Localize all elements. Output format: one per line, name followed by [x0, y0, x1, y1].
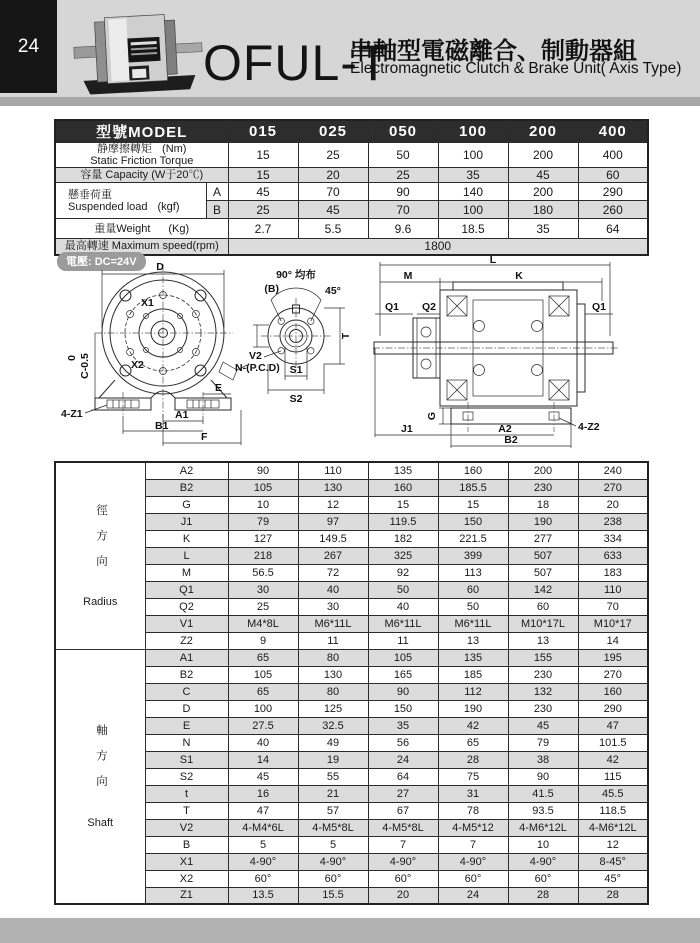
value-cell: 28	[578, 887, 648, 904]
value-cell: 70	[368, 201, 438, 219]
value-cell: 9	[228, 632, 298, 649]
value-cell: 12	[578, 836, 648, 853]
value-cell: 7	[368, 836, 438, 853]
value-cell: 110	[298, 462, 368, 479]
section-label	[56, 724, 145, 829]
value-cell: 4-M6*12L	[508, 819, 578, 836]
value-cell: 15	[438, 496, 508, 513]
title-chinese: 串軸型電磁離合、制動器組	[349, 38, 637, 65]
dim-label-pcd: N-(P.C.D)	[235, 362, 280, 374]
value-cell: 35	[508, 219, 578, 239]
spec-row-label	[55, 219, 228, 239]
value-cell: 150	[438, 513, 508, 530]
value-cell: 190	[508, 513, 578, 530]
value-cell: 92	[368, 564, 438, 581]
value-cell: 633	[578, 547, 648, 564]
param-cell: B2	[145, 666, 228, 683]
value-cell: 60°	[508, 870, 578, 887]
param-cell: L	[145, 547, 228, 564]
footer-band	[0, 918, 700, 943]
value-cell: 100	[438, 143, 508, 168]
spec-row-label	[55, 143, 228, 168]
value-cell: 7	[438, 836, 508, 853]
value-cell: 90	[368, 183, 438, 201]
dim-label-v2: V2	[249, 350, 262, 362]
value-cell: 400	[578, 143, 648, 168]
dim-label-spacing: 90° 均布	[276, 269, 316, 281]
section-label-en: Shaft	[87, 816, 114, 829]
value-cell: 65	[228, 683, 298, 700]
value-cell: 50	[368, 581, 438, 598]
section-label-zh: 徑方向	[95, 503, 107, 580]
value-cell: 20	[578, 496, 648, 513]
value-cell: 45	[298, 201, 368, 219]
value-cell: 45°	[578, 870, 648, 887]
value-cell: 135	[368, 462, 438, 479]
dim-label-45deg: 45°	[325, 285, 341, 297]
value-cell: M10*17	[578, 615, 648, 632]
value-cell: 185	[438, 666, 508, 683]
value-cell: 4-90°	[438, 853, 508, 870]
value-cell: 230	[508, 700, 578, 717]
value-cell: 142	[508, 581, 578, 598]
value-cell: 42	[438, 717, 508, 734]
value-cell: 40	[368, 598, 438, 615]
value-cell: 149.5	[298, 530, 368, 547]
param-cell: Z2	[145, 632, 228, 649]
spec-row-label	[55, 183, 206, 219]
value-cell: 290	[578, 700, 648, 717]
value-cell: 150	[368, 700, 438, 717]
value-cell: 93.5	[508, 802, 578, 819]
value-cell: 30	[298, 598, 368, 615]
dim-label-d: D	[156, 261, 164, 273]
value-cell: 64	[368, 768, 438, 785]
value-cell: 399	[438, 547, 508, 564]
value-cell: 325	[368, 547, 438, 564]
spec-header-label: 型號MODEL	[55, 120, 228, 143]
section-label-en: Radius	[83, 596, 118, 608]
spec-model-header: 100	[438, 120, 508, 143]
value-cell: 110	[578, 581, 648, 598]
value-cell: 16	[228, 785, 298, 802]
value-cell: 507	[508, 564, 578, 581]
value-cell: 12	[298, 496, 368, 513]
value-cell: 27.5	[228, 717, 298, 734]
value-cell: 65	[228, 649, 298, 666]
value-cell: 25	[298, 143, 368, 168]
section-label-zh: 軸方向	[95, 724, 107, 801]
param-cell: Q2	[145, 598, 228, 615]
dim-label-l: L	[489, 256, 497, 266]
param-cell: X1	[145, 853, 228, 870]
value-cell: 5	[298, 836, 368, 853]
value-cell: 50	[438, 598, 508, 615]
value-cell: 5.5	[298, 219, 368, 239]
value-cell: M6*11L	[368, 615, 438, 632]
value-cell: 4-90°	[228, 853, 298, 870]
param-cell: S2	[145, 768, 228, 785]
spec-model-header: 015	[228, 120, 298, 143]
value-cell: 42	[578, 751, 648, 768]
value-cell: 79	[228, 513, 298, 530]
dim-label-m: M	[403, 270, 413, 282]
value-cell: 79	[508, 734, 578, 751]
sub-key-cell: B	[206, 201, 228, 219]
value-cell: 40	[298, 581, 368, 598]
spec-model-header: 050	[368, 120, 438, 143]
param-cell: E	[145, 717, 228, 734]
value-cell: 41.5	[508, 785, 578, 802]
dimension-table	[54, 461, 649, 905]
value-cell: 57	[298, 802, 368, 819]
value-cell: 38	[508, 751, 578, 768]
value-cell: 13	[508, 632, 578, 649]
param-cell: K	[145, 530, 228, 547]
value-cell: 45.5	[578, 785, 648, 802]
value-cell: 101.5	[578, 734, 648, 751]
value-cell: 260	[578, 201, 648, 219]
section-label-cell	[55, 649, 145, 904]
value-cell: 238	[578, 513, 648, 530]
value-cell: M6*11L	[298, 615, 368, 632]
value-cell: 100	[438, 201, 508, 219]
value-cell: 105	[228, 479, 298, 496]
value-cell: 11	[298, 632, 368, 649]
value-cell: 47	[578, 717, 648, 734]
value-cell: 11	[368, 632, 438, 649]
label-unit: (kgf)	[157, 200, 180, 213]
value-cell: 4-M5*8L	[368, 819, 438, 836]
value-cell: 183	[578, 564, 648, 581]
param-cell: N	[145, 734, 228, 751]
label-unit: (Kg)	[168, 222, 190, 235]
value-cell: 75	[438, 768, 508, 785]
value-cell: 35	[438, 168, 508, 183]
value-cell: 200	[508, 143, 578, 168]
value-cell: 4-M4*6L	[228, 819, 298, 836]
label-en: Suspended load	[68, 200, 148, 213]
param-cell: V2	[145, 819, 228, 836]
value-cell: 78	[438, 802, 508, 819]
value-cell: 80	[298, 683, 368, 700]
param-cell: D	[145, 700, 228, 717]
spec-row-label: 容量 Capacity (W于20℃)	[55, 168, 228, 183]
param-cell: B2	[145, 479, 228, 496]
value-cell: 45	[508, 717, 578, 734]
value-cell: 56.5	[228, 564, 298, 581]
product-photo-image	[68, 1, 208, 100]
value-cell: 160	[578, 683, 648, 700]
param-cell: M	[145, 564, 228, 581]
dim-label-s1: S1	[289, 364, 303, 376]
value-cell: 50	[368, 143, 438, 168]
param-cell: A2	[145, 462, 228, 479]
value-cell: 10	[508, 836, 578, 853]
value-cell: 60°	[298, 870, 368, 887]
value-cell: 60	[438, 581, 508, 598]
dim-label-b2: B2	[504, 434, 518, 446]
value-cell: 165	[368, 666, 438, 683]
dim-label-q2: Q2	[421, 301, 437, 313]
value-cell: 4-90°	[508, 853, 578, 870]
value-cell: 72	[298, 564, 368, 581]
dim-label-t: T	[340, 332, 352, 340]
value-cell: M4*8L	[228, 615, 298, 632]
value-cell: 31	[438, 785, 508, 802]
value-cell: 4-90°	[298, 853, 368, 870]
dim-label-k: K	[515, 270, 523, 282]
value-cell: 15.5	[298, 887, 368, 904]
value-cell: 24	[368, 751, 438, 768]
value-cell: 45	[228, 768, 298, 785]
value-cell: 18.5	[438, 219, 508, 239]
value-cell: 2.7	[228, 219, 298, 239]
value-cell: 49	[298, 734, 368, 751]
param-cell: Z1	[145, 887, 228, 904]
dim-label-f: F	[201, 431, 208, 443]
value-cell: 290	[578, 183, 648, 201]
value-cell: 18	[508, 496, 578, 513]
value-cell: 200	[508, 462, 578, 479]
dim-label-g: G	[426, 411, 438, 421]
dim-label-s2: S2	[289, 393, 303, 405]
spec-model-header: 025	[298, 120, 368, 143]
value-cell: 25	[368, 168, 438, 183]
value-cell: 14	[228, 751, 298, 768]
value-cell: 15	[228, 168, 298, 183]
value-cell: 60°	[438, 870, 508, 887]
page-number-box	[0, 0, 57, 93]
value-cell: 20	[298, 168, 368, 183]
value-cell: 14	[578, 632, 648, 649]
header-divider	[0, 97, 700, 106]
value-cell: 140	[438, 183, 508, 201]
value-cell: 28	[438, 751, 508, 768]
param-cell: B	[145, 836, 228, 853]
value-cell: 115	[578, 768, 648, 785]
table-row	[55, 462, 648, 479]
table-row	[55, 649, 648, 666]
value-cell: 155	[508, 649, 578, 666]
value-cell: 20	[368, 887, 438, 904]
dim-label-e: E	[215, 382, 223, 394]
value-cell: 240	[578, 462, 648, 479]
param-cell: Q1	[145, 581, 228, 598]
dim-label-j1: J1	[401, 423, 413, 435]
value-cell: 45	[228, 183, 298, 201]
value-cell: 60°	[368, 870, 438, 887]
label-zh: 懸垂荷重	[68, 188, 112, 201]
value-cell: 185.5	[438, 479, 508, 496]
value-cell: 160	[438, 462, 508, 479]
value-cell: 118.5	[578, 802, 648, 819]
value-cell: 130	[298, 666, 368, 683]
value-cell: 267	[298, 547, 368, 564]
value-cell: 119.5	[368, 513, 438, 530]
spec-model-header: 200	[508, 120, 578, 143]
spec-row-label: 最高轉速 Maximum speed(rpm)	[55, 239, 228, 255]
spec-model-header: 400	[578, 120, 648, 143]
value-cell: 218	[228, 547, 298, 564]
dim-label-z2: 4-Z2	[578, 421, 600, 433]
value-cell: 113	[438, 564, 508, 581]
value-cell: 70	[298, 183, 368, 201]
value-cell: 27	[368, 785, 438, 802]
value-cell: M10*17L	[508, 615, 578, 632]
value-cell: 4-M5*12	[438, 819, 508, 836]
dim-label-x2: X2	[131, 359, 144, 371]
value-cell: 100	[228, 700, 298, 717]
value-cell: 56	[368, 734, 438, 751]
param-cell: A1	[145, 649, 228, 666]
value-cell: 200	[508, 183, 578, 201]
value-cell: 65	[438, 734, 508, 751]
dim-label-q1-left: Q1	[384, 301, 400, 313]
param-cell: T	[145, 802, 228, 819]
value-cell: 47	[228, 802, 298, 819]
value-cell: M6*11L	[438, 615, 508, 632]
dim-label-b1: B1	[155, 420, 169, 432]
value-cell: 90	[368, 683, 438, 700]
dim-label-c: C-0.5	[79, 353, 91, 379]
value-cell: 60	[508, 598, 578, 615]
label-zh: 静摩擦轉矩	[97, 143, 153, 155]
value-cell: 60°	[228, 870, 298, 887]
value-cell: 24	[438, 887, 508, 904]
value-cell: 60	[578, 168, 648, 183]
value-cell: 270	[578, 479, 648, 496]
value-cell: 32.5	[298, 717, 368, 734]
value-cell: 70	[578, 598, 648, 615]
value-cell: 182	[368, 530, 438, 547]
value-cell: 127	[228, 530, 298, 547]
value-cell: 25	[228, 598, 298, 615]
value-cell: 13.5	[228, 887, 298, 904]
dim-label-b-paren: (B)	[264, 283, 279, 295]
section-label-cell	[55, 462, 145, 649]
label-zh: 重量Weight	[94, 222, 151, 235]
dim-label-q1-right: Q1	[591, 301, 607, 313]
spec-table	[54, 119, 649, 256]
value-cell: 334	[578, 530, 648, 547]
value-cell: 230	[508, 479, 578, 496]
value-cell: 132	[508, 683, 578, 700]
param-cell: X2	[145, 870, 228, 887]
page-number: 24	[17, 35, 40, 57]
value-cell: 1800	[228, 239, 648, 255]
sub-key-cell: A	[206, 183, 228, 201]
value-cell: 35	[368, 717, 438, 734]
label-en: Static Friction Torque	[90, 155, 194, 167]
value-cell: 80	[298, 649, 368, 666]
value-cell: 67	[368, 802, 438, 819]
value-cell: 105	[228, 666, 298, 683]
dim-label-a1: A1	[175, 409, 189, 421]
value-cell: 90	[228, 462, 298, 479]
dimension-table-container	[54, 461, 649, 905]
value-cell: 4-90°	[368, 853, 438, 870]
value-cell: 270	[578, 666, 648, 683]
model-title: OFUL-T	[203, 35, 390, 91]
value-cell: 90	[508, 768, 578, 785]
dim-label-tol-zero: 0	[66, 355, 78, 361]
param-cell: J1	[145, 513, 228, 530]
value-cell: 19	[298, 751, 368, 768]
param-cell: t	[145, 785, 228, 802]
dim-label-z1: 4-Z1	[61, 408, 83, 420]
value-cell: 507	[508, 547, 578, 564]
value-cell: 45	[508, 168, 578, 183]
value-cell: 15	[228, 143, 298, 168]
value-cell: 9.6	[368, 219, 438, 239]
value-cell: 180	[508, 201, 578, 219]
value-cell: 40	[228, 734, 298, 751]
value-cell: 195	[578, 649, 648, 666]
dim-label-x1: X1	[141, 297, 154, 309]
value-cell: 8-45°	[578, 853, 648, 870]
side-view-drawing	[373, 256, 623, 456]
param-cell: C	[145, 683, 228, 700]
value-cell: 97	[298, 513, 368, 530]
value-cell: 135	[438, 649, 508, 666]
value-cell: 4-M5*8L	[298, 819, 368, 836]
value-cell: 230	[508, 666, 578, 683]
value-cell: 64	[578, 219, 648, 239]
value-cell: 130	[298, 479, 368, 496]
value-cell: 25	[228, 201, 298, 219]
voltage-badge: 電壓: DC=24V	[57, 252, 146, 271]
value-cell: 160	[368, 479, 438, 496]
value-cell: 277	[508, 530, 578, 547]
param-cell: V1	[145, 615, 228, 632]
value-cell: 112	[438, 683, 508, 700]
value-cell: 5	[228, 836, 298, 853]
label-unit: (Nm)	[162, 143, 187, 155]
value-cell: 221.5	[438, 530, 508, 547]
value-cell: 28	[508, 887, 578, 904]
value-cell: 30	[228, 581, 298, 598]
spec-table-container	[54, 119, 649, 256]
value-cell: 190	[438, 700, 508, 717]
value-cell: 125	[298, 700, 368, 717]
title-english: Electromagnetic Clutch & Brake Unit( Axis Type)	[350, 60, 682, 77]
value-cell: 13	[438, 632, 508, 649]
value-cell: 105	[368, 649, 438, 666]
value-cell: 10	[228, 496, 298, 513]
param-cell: G	[145, 496, 228, 513]
value-cell: 4-M6*12L	[578, 819, 648, 836]
value-cell: 15	[368, 496, 438, 513]
value-cell: 55	[298, 768, 368, 785]
dim-label-a2: A2	[498, 423, 512, 435]
param-cell: S1	[145, 751, 228, 768]
section-label	[56, 504, 145, 609]
value-cell: 21	[298, 785, 368, 802]
